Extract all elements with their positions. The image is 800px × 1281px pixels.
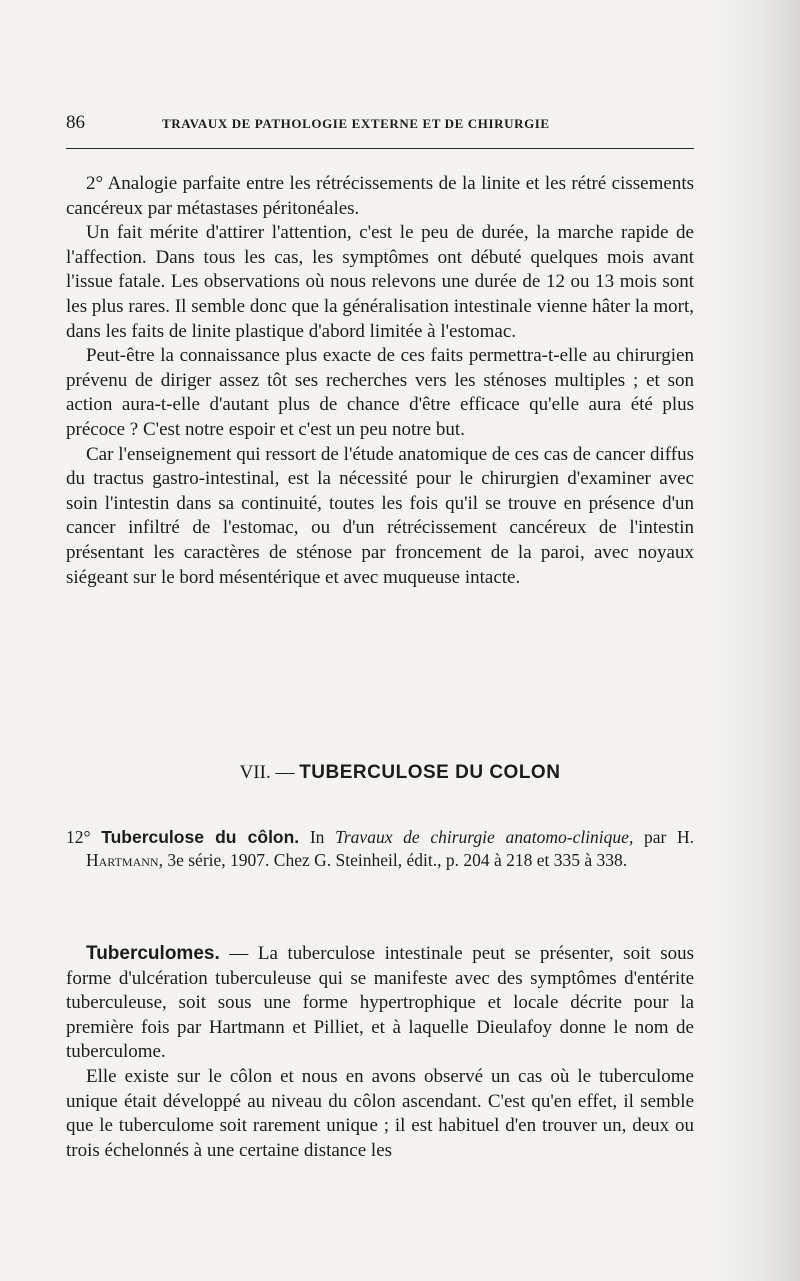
section-title: TUBERCULOSE DU COLON — [299, 762, 561, 783]
reference-source: Travaux de chirurgie anatomo-clinique, — [335, 827, 634, 847]
paragraph: 2° Analogie parfaite entre les rétrécissements de la linite et les rétré cissements cancéreux par métastases péritonéales. — [66, 173, 694, 219]
paragraph: Un fait mérite d'attirer l'attention, c'est le peu de durée, la marche rapide de l'affection. Dans tous les cas, les symptômes ont débuté quelques mois avant l'issue fatale. Les observations où nous relevons une durée de 12 ou 13 mois sont les plus rares. Il semble donc que la généralisation intestinale vienne hâter la mort, dans les faits de linite plastique d'abord limitée à l'estomac. — [66, 222, 694, 342]
running-title: TRAVAUX DE PATHOLOGIE EXTERNE ET DE CHIRURGIE — [162, 116, 550, 131]
page-header — [66, 112, 694, 140]
reference-details: , 3e série, 1907. Chez G. Steinheil, édit., p. 204 à 218 et 335 à 338. — [158, 850, 628, 870]
paragraph: Elle existe sur le côlon et nous en avons observé un cas où le tuberculome unique était développé au niveau du côlon ascendant. C'est qu'en effet, il semble que le tuberculome soit rarement unique ; il est habituel d'en trouver un, deux ou trois échelonnés à une certaine distance les — [66, 1065, 694, 1161]
header-rule — [66, 148, 694, 149]
paragraph — [66, 942, 694, 1065]
intro-text — [66, 172, 694, 590]
bibliographic-reference — [66, 826, 694, 872]
paragraph-text: — La tuberculose intestinale peut se présenter, soit sous forme d'ulcération tuberculeuse qui se manifeste avec des symptômes d'entérite tuberculeuse, soit sous une forme hypertrophique et locale décrite pour la première fois par Hartmann et Pilliet, et à laquelle Dieulafoy donne le nom de tuberculome. — [66, 943, 694, 1063]
paragraph: Car l'enseignement qui ressort de l'étude anatomique de ces cas de cancer diffus du tractus gastro-intestinal, est la nécessité pour le chirurgien d'examiner avec soin l'intestin dans sa continuité, toutes les fois qu'il se trouve en présence d'un cancer infiltré de l'estomac, ou d'un rétrécissement cancéreux de l'intestin présentant les caractères de sténose par froncement de la paroi, avec noyaux siégeant sur le bord mésentérique et avec muqueuse intacte. — [66, 443, 694, 588]
page-edge-shadow — [710, 0, 800, 1281]
page-number: 86 — [66, 112, 85, 133]
paragraph: Peut-être la connaissance plus exacte de ces faits permettra-t-elle au chirurgien prévenu de diriger assez tôt ses recherches vers les sténoses multiples ; et son action aura-t-elle d'autant plus de chance d'être efficace qu'elle aura été plus précoce ? C'est notre espoir et c'est un peu notre but. — [66, 345, 694, 440]
tuberculomes-text — [66, 942, 694, 1163]
section-heading — [0, 762, 800, 784]
section-number: VII. — — [239, 762, 295, 783]
reference-in: In — [299, 827, 336, 847]
reference-author: Hartmann — [86, 850, 159, 870]
reference-title: Tuberculose du côlon. — [101, 827, 300, 847]
run-in-heading: Tuberculomes. — [86, 943, 220, 964]
reference-by: par H. — [633, 827, 695, 847]
reference-number: 12° — [66, 827, 91, 847]
